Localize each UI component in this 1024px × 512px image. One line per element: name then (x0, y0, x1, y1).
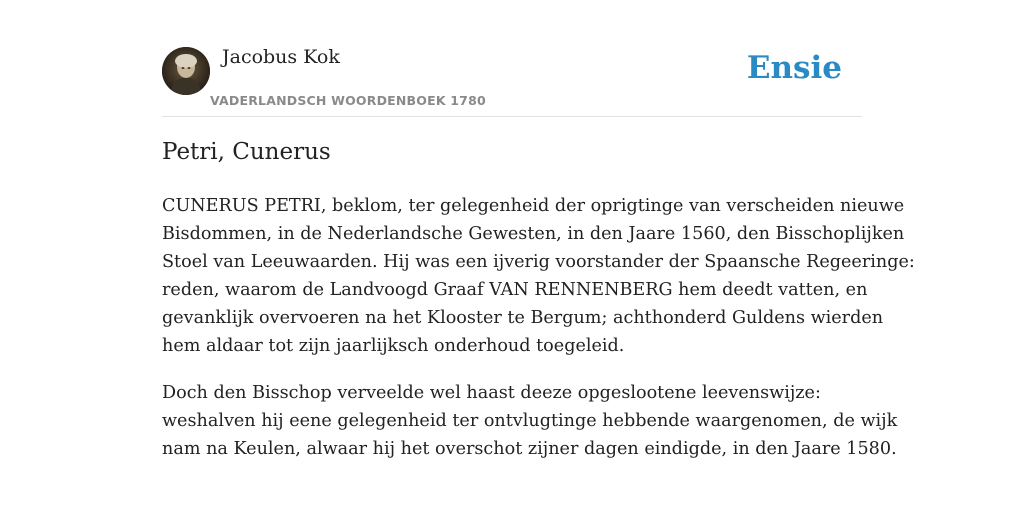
source-label[interactable]: VADERLANDSCH WOORDENBOEK 1780 (210, 93, 486, 108)
text-line: Doch den Bisschop verveelde wel haast deeze opgeslootene leevenswijze: (162, 383, 821, 403)
text-line: CUNERUS PETRI, beklom, ter gelegenheid der oprigtinge van verscheiden nieuwe (162, 196, 905, 216)
paragraph (162, 192, 915, 360)
text-line: Stoel van Leeuwaarden. Hij was een ijverig voorstander der Spaansche Regeeringe: (162, 252, 915, 272)
portrait-avatar-icon (162, 47, 210, 95)
text-line: weshalven hij eene gelegenheid ter ontvlugtinge hebbende waargenomen, de wijk (162, 411, 898, 431)
paragraph (162, 379, 898, 463)
text-line: Bisdommen, in de Nederlandsche Gewesten, in den Jaare 1560, den Bisschoplijken (162, 224, 905, 244)
text-line: gevanklijk overvoeren na het Klooster te Bergum; achthonderd Guldens wierden (162, 308, 884, 328)
text-line: reden, waarom de Landvoogd Graaf VAN RENNENBERG hem deedt vatten, en (162, 280, 868, 300)
header (162, 40, 862, 117)
author-name[interactable]: Jacobus Kok (222, 46, 340, 68)
article-title: Petri, Cunerus (162, 139, 331, 165)
text-line: nam na Keulen, alwaar hij het overschot zijner dagen eindigde, in den Jaare 1580. (162, 439, 897, 459)
text-line: hem aldaar tot zijn jaarlijksch onderhoud toegeleid. (162, 336, 625, 356)
brand-logo[interactable]: Ensie (746, 50, 842, 86)
article-body (162, 192, 915, 482)
author-avatar[interactable] (162, 47, 210, 95)
